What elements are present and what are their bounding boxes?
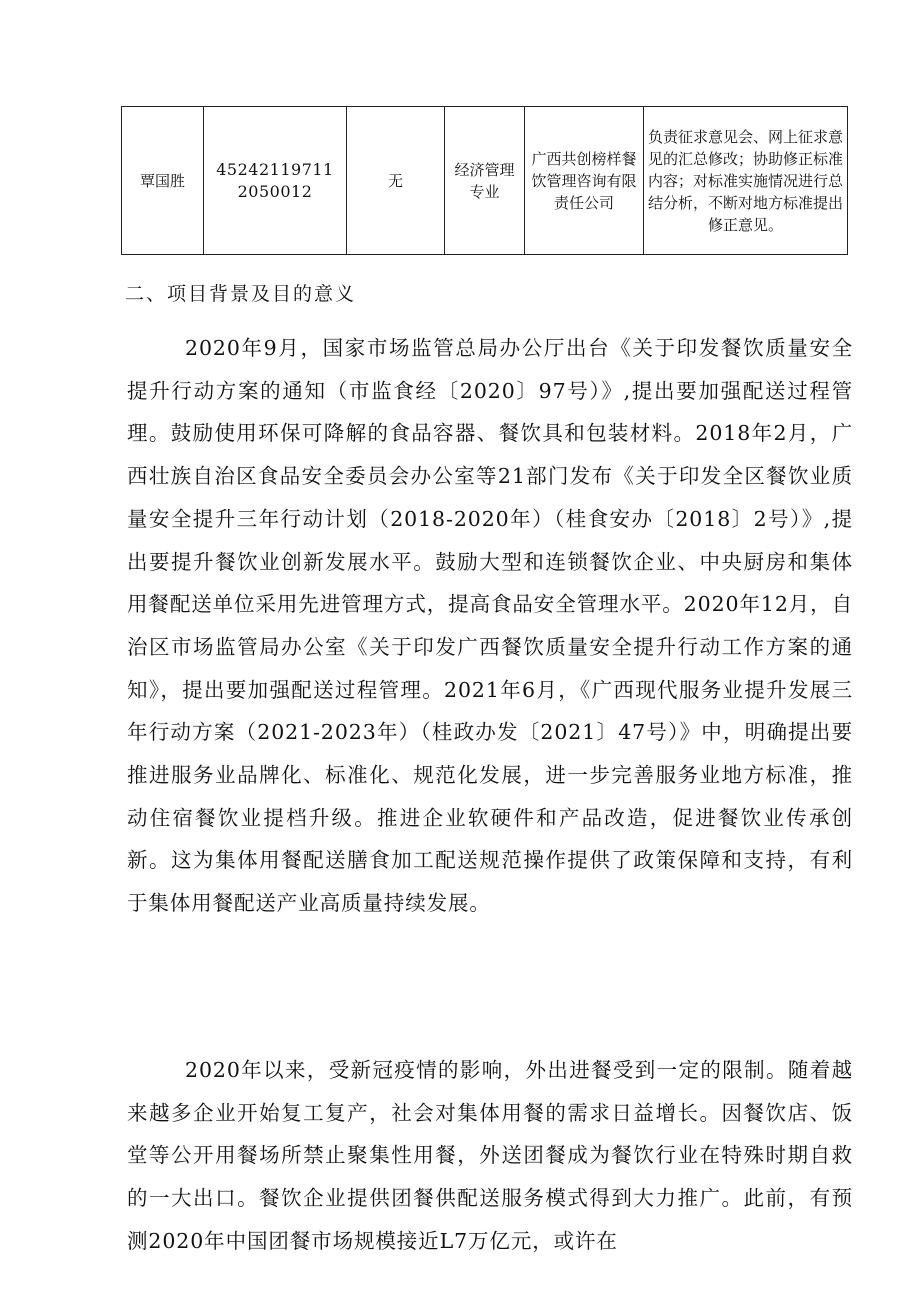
company-cell: 广西共创榜样餐饮管理咨询有限责任公司 bbox=[525, 107, 644, 255]
title-cell: 无 bbox=[347, 107, 445, 255]
table-row bbox=[122, 107, 848, 255]
personnel-table bbox=[121, 106, 848, 255]
section-heading: 二、项目背景及目的意义 bbox=[125, 283, 357, 305]
duty-cell: 负责征求意见会、网上征求意见的汇总修改；协助修正标准内容；对标准实施情况进行总结分析，不断对地方标准提出修正意见。 bbox=[644, 107, 848, 255]
major-cell: 经济管理专业 bbox=[445, 107, 525, 255]
name-cell: 覃国胜 bbox=[122, 107, 204, 255]
id-number-cell: 452421197112050012 bbox=[204, 107, 347, 255]
paragraph-pandemic: 2020年以来，受新冠疫情的影响，外出进餐受到一定的限制。随着越来越多企业开始复工复产，社会对集体用餐的需求日益增长。因餐饮店、饭堂等公开用餐场所禁止聚集性用餐，外送团餐成为餐饮行业在特殊时期自救的一大出口。餐饮企业提供团餐供配送服务模式得到大力推广。此前，有预测2020年中国团餐市场规模接近L7万亿元，或许在 bbox=[127, 1058, 853, 1253]
paragraph-background: 2020年9月，国家市场监管总局办公厅出台《关于印发餐饮质量安全提升行动方案的通知（市监食经〔2020〕97号）》,提出要加强配送过程管理。鼓励使用环保可降解的食品容器、餐饮具和包装材料。2018年2月，广西壮族自治区食品安全委员会办公室等21部门发布《关于印发全区餐饮业质量安全提升三年行动计划（2018-2020年）（桂食安办〔2018〕2号）》,提出要提升餐饮业创新发展水平。鼓励大型和连锁餐饮企业、中央厨房和集体用餐配送单位采用先进管理方式，提高食品安全管理水平。2020年12月，自治区市场监管局办公室《关于印发广西餐饮质量安全提升行动工作方案的通知》，提出要加强配送过程管理。2021年6月，《广西现代服务业提升发展三年行动方案（2021-2023年）（桂政办发〔2021〕47号）》中，明确提出要推进服务业品牌化、标准化、规范化发展，进一步完善服务业地方标准，推动住宿餐饮业提档升级。推进企业软硬件和产品改造，促进餐饮业传承创新。这为集体用餐配送膳食加工配送规范操作提供了政策保障和支持，有利于集体用餐配送产业高质量持续发展。 bbox=[127, 336, 853, 916]
